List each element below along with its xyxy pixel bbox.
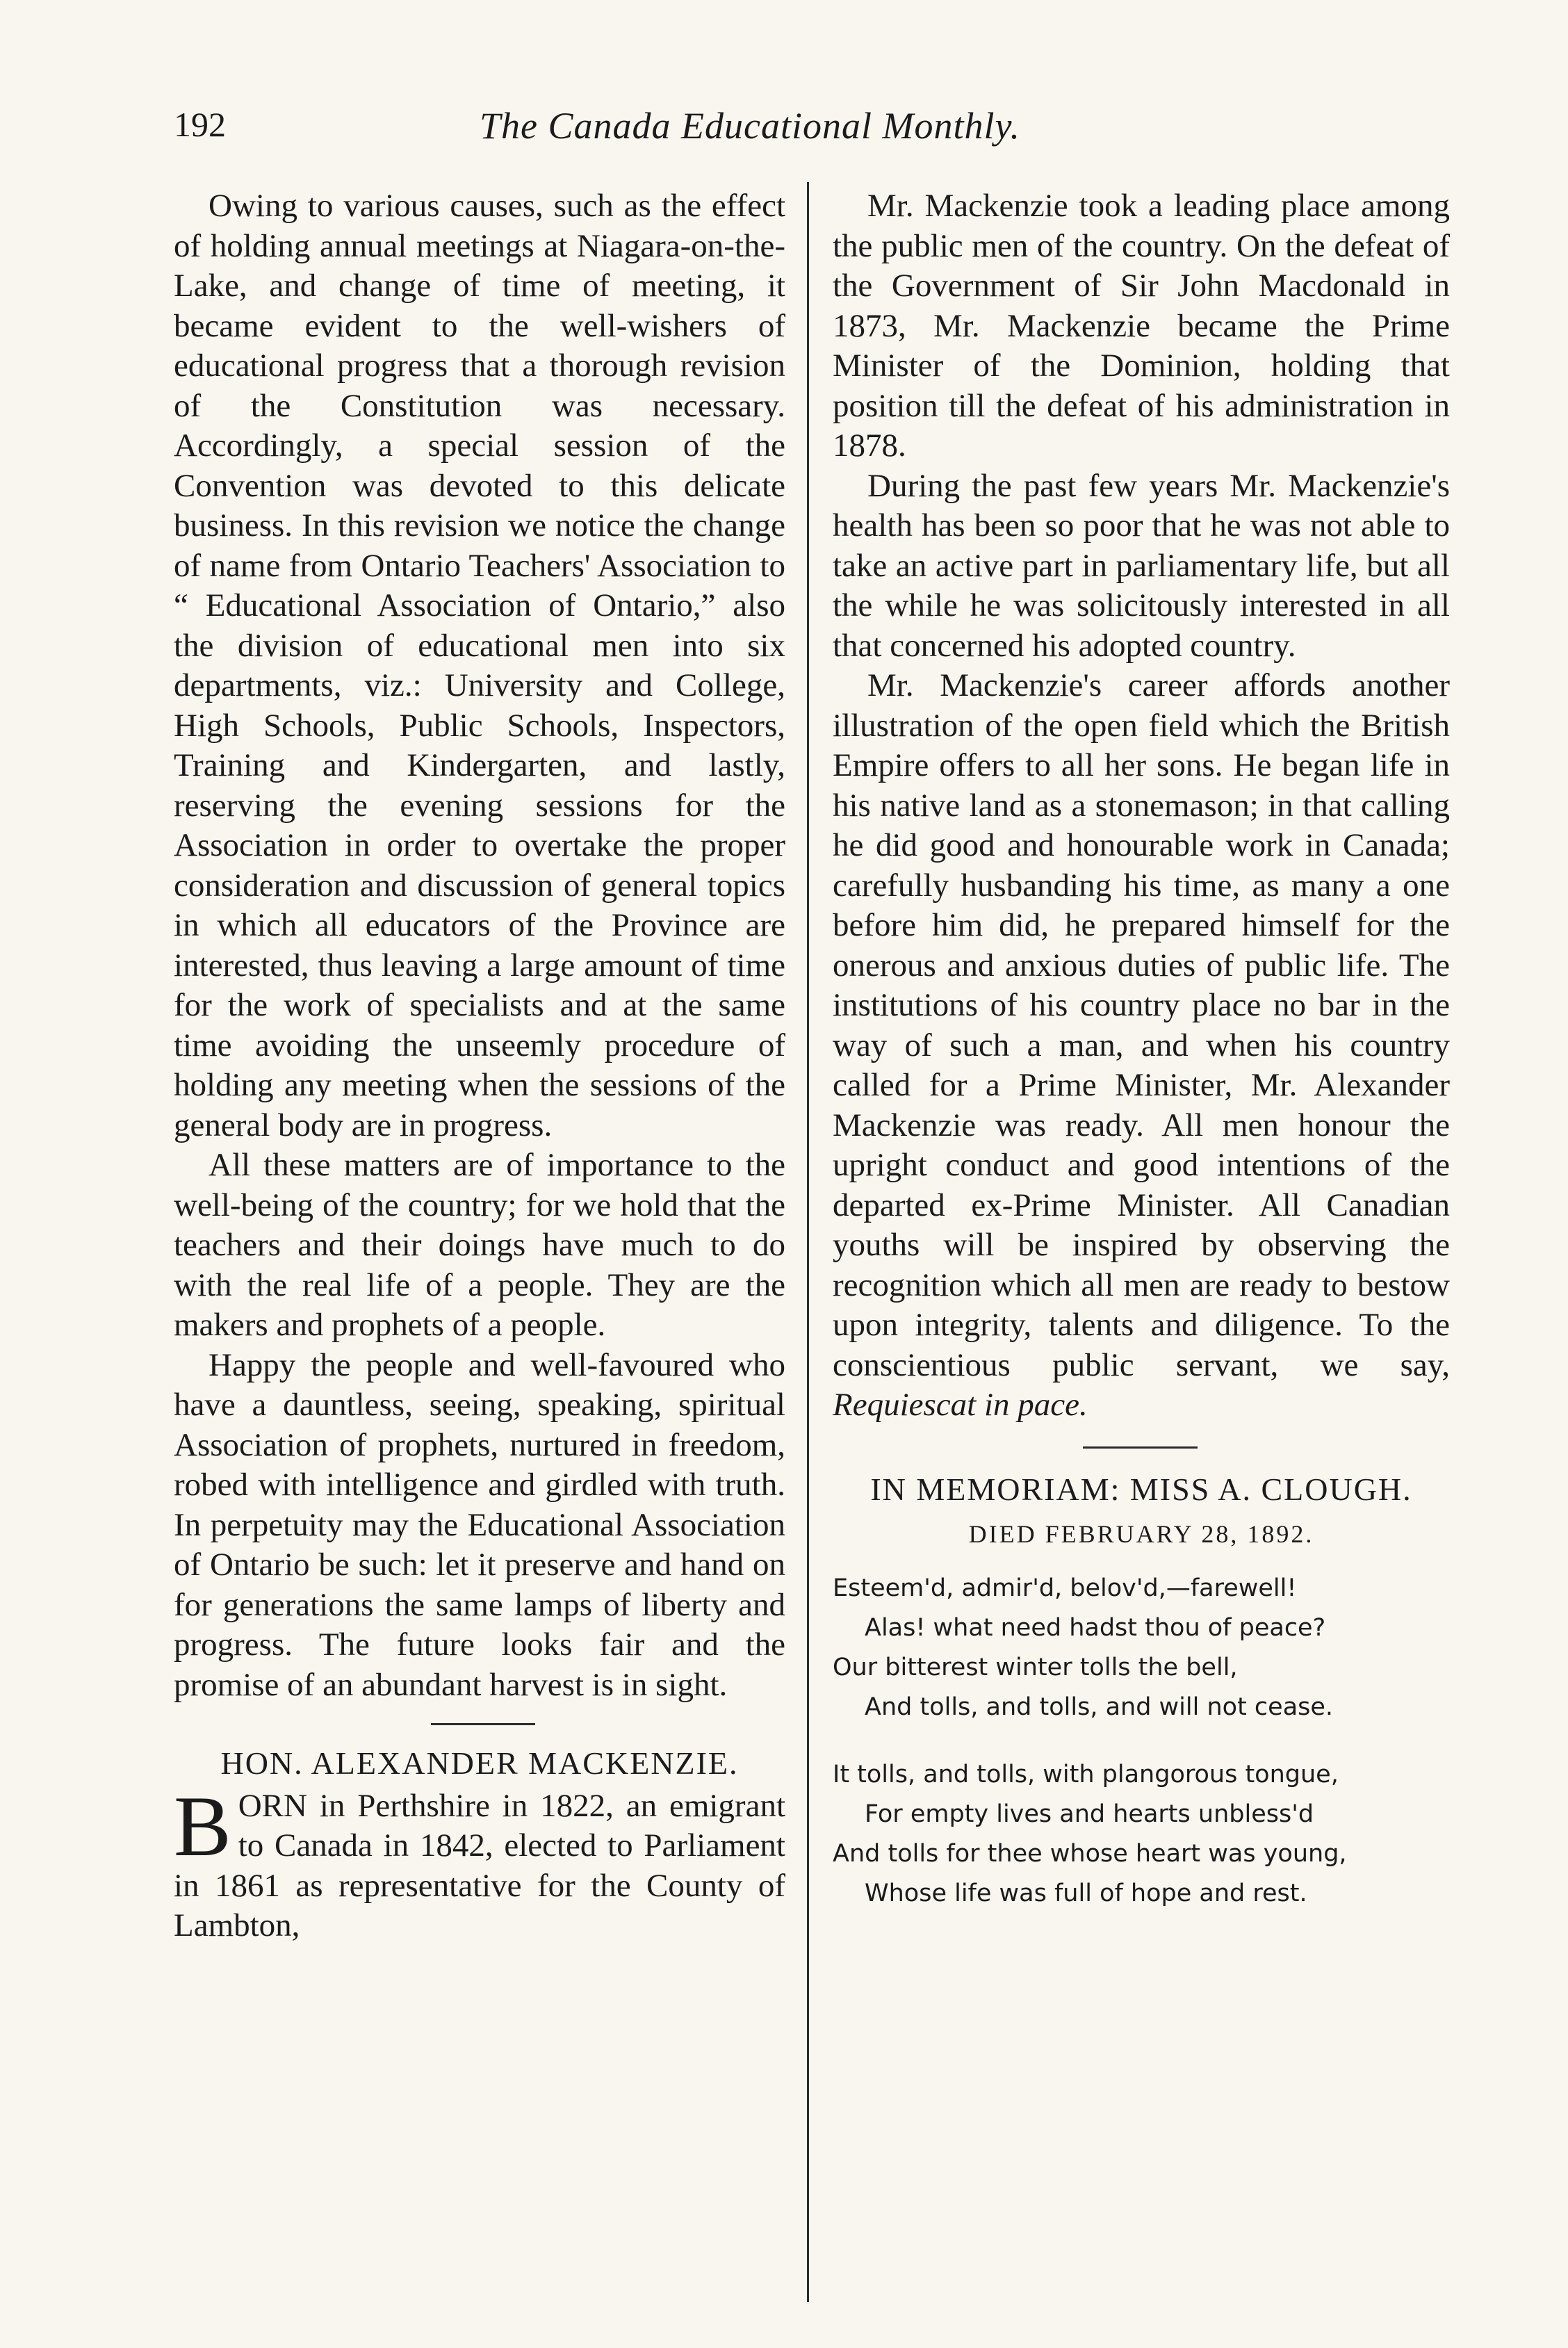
paragraph <box>833 666 1450 1426</box>
paragraph: Happy the people and well-favoured who have a dauntless, seeing, speaking, spiritual Association of prophets, nurtured in freedom, robed with intelligence and girdled with truth. In perpetuity may the Educational Association of Ontario be such: let it preserve and hand on for generations the same lamps of liberty and progress. The future looks fair and the promise of an abundant harvest is in sight. <box>174 1346 785 1703</box>
paragraph: Mr. Mackenzie took a leading place among the public men of the country. On the defeat of the Government of Sir John Macdonald in 1873, Mr. Mackenzie became the Prime Minister of the Dominion, holding that position till the defeat of his administration in 1878. <box>833 188 1450 464</box>
poem-line: Our bitterest winter tolls the bell, <box>833 1653 1238 1681</box>
drop-cap: B <box>174 1778 231 1874</box>
paragraph: During the past few years Mr. Mackenzie's health has been so poor that he was not able to take an active part in parliamentary life, but all the while he was solicitously interested in all that concerned his adopted country. <box>833 467 1450 664</box>
poem <box>833 1569 1450 1914</box>
poem-stanza <box>833 1755 1450 1914</box>
poem-line: Esteem'd, admir'd, belov'd,—farewell! <box>833 1574 1297 1602</box>
left-column <box>174 186 785 1946</box>
column-divider <box>807 182 809 2302</box>
poem-line: For empty lives and hearts unbless'd <box>865 1800 1314 1828</box>
poem-line: It tolls, and tolls, with plangorous tongue, <box>833 1760 1339 1788</box>
poem-stanza <box>833 1569 1450 1727</box>
poem-line: Whose life was full of hope and rest. <box>865 1879 1307 1907</box>
article-heading: HON. ALEXANDER MACKENZIE. <box>220 1745 739 1781</box>
paragraph-text: ORN in Perthshire in 1822, an emigrant to Canada in 1842, elected to Parliament in 1861 as representative for the County of Lambton, <box>174 1787 785 1943</box>
page-header <box>174 104 1147 153</box>
running-title: The Canada Educational Monthly. <box>480 105 1020 147</box>
death-date: DIED FEBRUARY 28, 1892. <box>968 1520 1314 1548</box>
paragraph <box>174 1778 785 1946</box>
page-number: 192 <box>174 105 226 144</box>
paragraph: All these matters are of importance to the well-being of the country; for we hold that the teachers and their doings have much to do with the real life of a people. They are the makers and prophets of a people. <box>174 1147 785 1343</box>
section-divider <box>1083 1446 1198 1449</box>
paragraph: Owing to various causes, such as the effect of holding annual meetings at Niagara-on-the-Lake, and change of time of meeting, it became evident to the well-wishers of educational progress that a thorough revision of the Constitution was necessary. Accordingly, a special session of the Convention was devoted to this delicate business. In this revision we notice the change of name from Ontario Teachers' Association to “ Educational Association of Ontario,” also the division of educational men into six departments, viz.: University and College, High Schools, Public Schools, Inspectors, Training and Kindergarten, and lastly, reserving the evening sessions for the Association in order to overtake the proper consideration and discussion of general topics in which all educators of the Province are interested, thus leaving a large amount of time for the work of specialists and at the same time avoiding the unseemly procedure of holding any meeting when the sessions of the general body are in progress. <box>174 188 785 1143</box>
poem-line: And tolls for thee whose heart was young, <box>833 1839 1347 1868</box>
latin-phrase: Requiescat in pace. <box>833 1387 1088 1423</box>
poem-line: And tolls, and tolls, and will not cease. <box>865 1693 1334 1721</box>
poem-line: Alas! what need hadst thou of peace? <box>865 1613 1326 1642</box>
memoriam-heading: IN MEMORIAM: MISS A. CLOUGH. <box>870 1471 1412 1507</box>
right-column <box>833 186 1450 1941</box>
section-divider <box>431 1723 535 1725</box>
paragraph-text: Mr. Mackenzie's career affords another illustration of the open field which the British Empire offers to all her sons. He began life in his native land as a stonemason; in that calling he did good and honourable work in Canada; carefully husbanding his time, as many a one before him did, he prepared himself for the onerous and anxious duties of public life. The institutions of his country place no bar in the way of such a man, and when his country called for a Prime Minister, Mr. Alexander Mackenzie was ready. All men honour the upright conduct and good intentions of the departed ex-Prime Minister. All Canadian youths will be inspired by observing the recognition which all men are ready to bestow upon integrity, talents and diligence. To the conscientious public servant, we say, <box>833 667 1450 1383</box>
